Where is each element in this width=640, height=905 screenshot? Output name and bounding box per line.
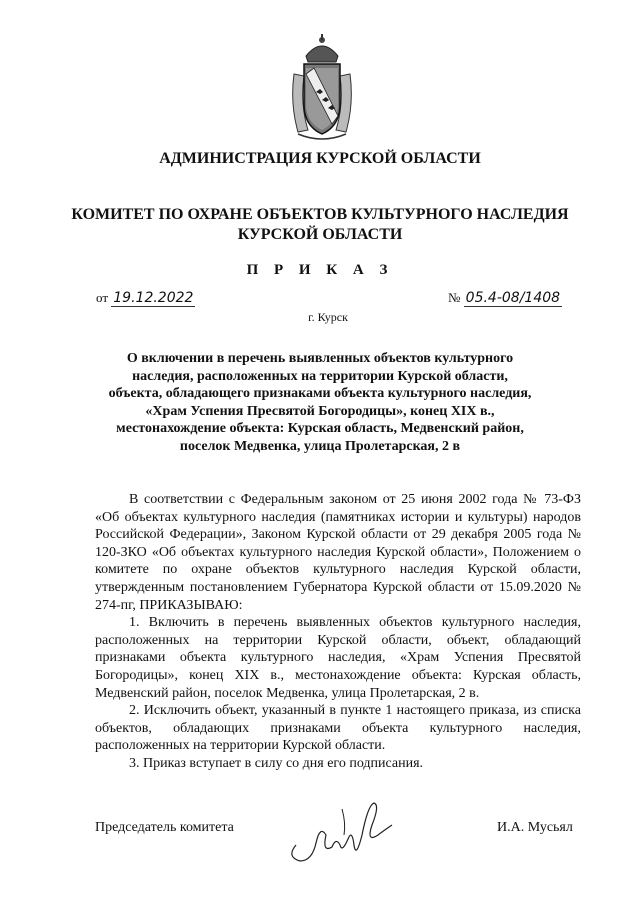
committee-name	[0, 205, 640, 245]
item-1-paragraph: 1. Включить в перечень выявленных объектов культурного наследия, расположенных на территории Курской области, объект, обладающий признаками объекта культурного наследия, «Храм Успения Пресвятой Богородицы», конец XIX в., местонахождение объекта: Курская область, Медвенский район, поселок Медвенка, улица Пролетарская, 2 в.	[95, 615, 581, 701]
signatory-position: Председатель комитета	[95, 820, 234, 835]
committee-line-1: КОМИТЕТ ПО ОХРАНЕ ОБЪЕКТОВ КУЛЬТУРНОГО НАСЛЕДИЯ	[71, 206, 569, 223]
number-prefix: №	[448, 290, 461, 305]
subject-line: местонахождение объекта: Курская область, Медвенский район,	[116, 421, 524, 436]
preamble-paragraph: В соответствии с Федеральным законом от 25 июня 2002 года № 73-ФЗ «Об объектах культурного наследия (памятниках истории и культуры) народов Российской Федерации», Законом Курской области от 29 декабря 2005 года № 120-ЗКО «Об объектах культурного наследия Курской области», Положением о комитете по охране объектов культурного наследия Курской области, утвержденным постановлением Губернатора Курской области от 15.09.2020 № 274-пг, ПРИКАЗЫВАЮ:	[95, 492, 581, 613]
committee-line-2: КУРСКОЙ ОБЛАСТИ	[237, 226, 403, 243]
signatory-name: И.А. Мусьял	[497, 820, 573, 835]
order-body	[95, 491, 581, 773]
date-value: 19.12.2022	[113, 290, 194, 306]
city: г. Курск	[308, 310, 348, 324]
subject-line: наследия, расположенных на территории Курской области,	[132, 368, 508, 384]
order-subject	[0, 350, 640, 455]
number-value: 05.4-08/1408	[465, 290, 561, 306]
organization-name: АДМИНИСТРАЦИЯ КУРСКОЙ ОБЛАСТИ	[159, 150, 481, 167]
kursk-coat-of-arms-icon	[288, 34, 356, 142]
subject-line: объекта, обладающего признаками объекта культурного наследия,	[108, 386, 532, 401]
order-number	[448, 290, 562, 306]
subject-line: поселок Медвенка, улица Пролетарская, 2 в	[179, 438, 461, 454]
subject-line: О включении в перечень выявленных объектов культурного	[126, 351, 514, 366]
date-prefix: от	[96, 290, 109, 305]
item-2-paragraph: 2. Исключить объект, указанный в пункте 1 настоящего приказа, из списка объектов, обладающих признаками объекта культурного наследия, расположенных на территории Курской области.	[95, 703, 581, 754]
handwritten-signature-icon	[282, 795, 402, 870]
order-date	[96, 290, 195, 306]
document-type: П Р И К А З	[246, 262, 394, 278]
subject-line: «Храм Успения Пресвятой Богородицы», конец XIX в.,	[145, 403, 495, 419]
item-3-paragraph: 3. Приказ вступает в силу со дня его подписания.	[129, 755, 424, 771]
